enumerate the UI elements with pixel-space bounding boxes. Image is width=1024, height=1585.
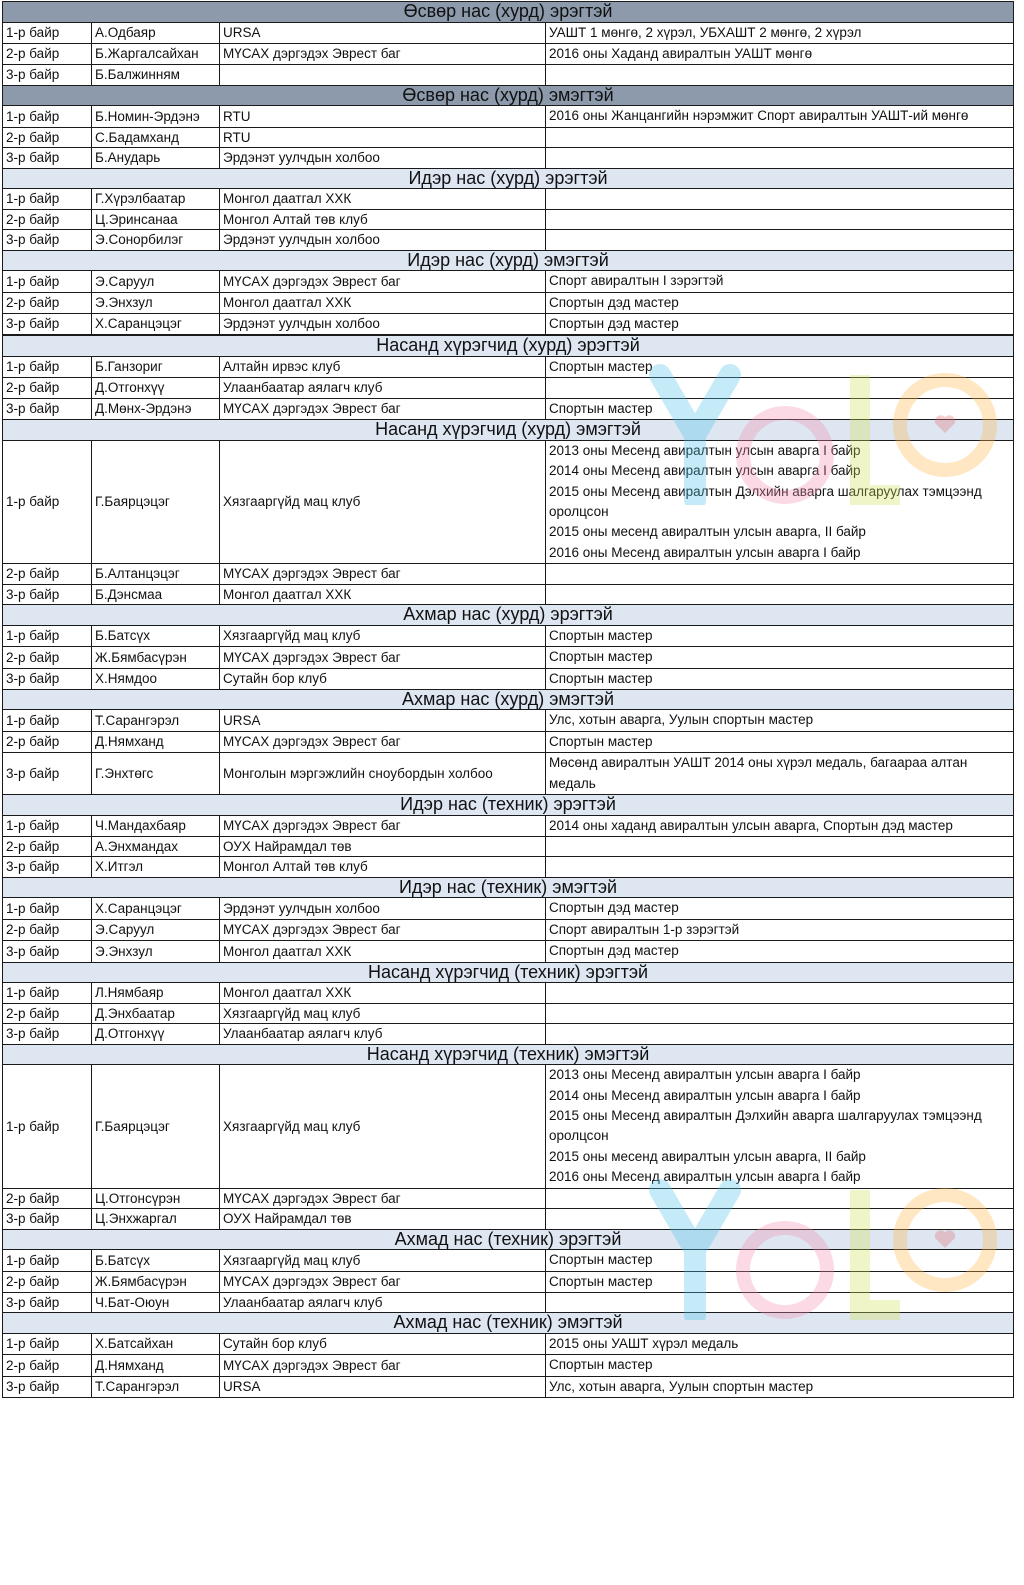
achievements-cell [546,836,1014,857]
achievement-line: 2015 оны УАШТ хүрэл медаль [549,1335,739,1351]
achievement-line: Спортын дэд мастер [549,900,679,916]
section-header [3,2,1014,23]
section-title: Идэр нас (хурд) эмэгтэй [3,250,1014,271]
name-cell: Э.Энхзул [92,941,220,962]
name-cell: Д.Нямханд [92,731,220,752]
club-cell: Алтайн ирвэс клуб [220,356,546,377]
club-cell: Монголын мэргэжлийн сноубордын холбоо [220,753,546,795]
section-header [3,689,1014,710]
section-header [3,605,1014,626]
achievements-cell [546,668,1014,689]
name-cell: С.Бадамханд [92,127,220,148]
club-cell: МҮСАХ дэргэдэх Эврест баг [220,815,546,836]
table-row [3,731,1014,752]
place-cell: 3-р байр [3,314,92,335]
club-cell: МҮСАХ дэргэдэх Эврест баг [220,1271,546,1292]
place-cell: 3-р байр [3,148,92,169]
name-cell: Э.Сонорбилэг [92,230,220,251]
club-cell: Хязгааргүйд мац клуб [220,440,546,563]
achievement-line: 2016 оны Месенд авиралтын улсын аварга I байр [549,544,861,560]
table-row [3,230,1014,251]
achievement-line: Спортын мастер [549,1273,653,1289]
table-row [3,710,1014,731]
achievements-cell [546,1250,1014,1271]
place-cell: 1-р байр [3,189,92,210]
name-cell: Б.Ганзориг [92,356,220,377]
achievement-line: Спортын мастер [549,649,653,665]
section-header [3,1313,1014,1334]
place-cell: 3-р байр [3,753,92,795]
table-row [3,378,1014,399]
achievements-cell [546,753,1014,795]
club-cell: Хязгааргүйд мац клуб [220,1250,546,1271]
name-cell: Ц.Энхжаргал [92,1209,220,1230]
name-cell: Х.Саранцэцэг [92,898,220,919]
section-header [3,1229,1014,1250]
place-cell: 3-р байр [3,398,92,419]
club-cell: МҮСАХ дэргэдэх Эврест баг [220,919,546,940]
name-cell: Б.Дэнсмаа [92,584,220,605]
club-cell: Монгол даатгал ХХК [220,941,546,962]
section-header [3,420,1014,441]
section-title: Идэр нас (хурд) эрэгтэй [3,168,1014,189]
name-cell: Г.Баярцэцэг [92,1065,220,1188]
club-cell: Улаанбаатар аялагч клуб [220,1292,546,1313]
name-cell: Б.Батсүх [92,1250,220,1271]
table-row [3,1024,1014,1045]
name-cell: Б.Батсүх [92,625,220,646]
name-cell: Д.Отгонхүү [92,378,220,399]
table-row [3,1292,1014,1313]
club-cell: МҮСАХ дэргэдэх Эврест баг [220,43,546,64]
club-cell: RTU [220,127,546,148]
table-row [3,148,1014,169]
section-header [3,168,1014,189]
club-cell: Улаанбаатар аялагч клуб [220,378,546,399]
achievement-line: 2015 оны месенд авиралтын улсын аварга, II байр [549,524,866,540]
place-cell: 3-р байр [3,1292,92,1313]
achievements-cell [546,1376,1014,1397]
achievement-line: Спортын мастер [549,733,653,749]
club-cell: Эрдэнэт уулчдын холбоо [220,148,546,169]
place-cell: 2-р байр [3,1355,92,1376]
achievement-line: Спортын мастер [549,627,653,643]
achievements-cell [546,731,1014,752]
name-cell: Ж.Бямбасүрэн [92,647,220,668]
section-header [3,795,1014,816]
name-cell: Ц.Эринсанаа [92,209,220,230]
place-cell: 2-р байр [3,731,92,752]
achievements-cell [546,314,1014,335]
achievements-cell [546,127,1014,148]
place-cell: 2-р байр [3,836,92,857]
name-cell: А.Энхмандах [92,836,220,857]
section-title: Насанд хүрэгчид (хурд) эрэгтэй [3,336,1014,357]
achievements-cell [546,983,1014,1004]
table-row [3,941,1014,962]
achievement-line: Спортын мастер [549,670,653,686]
place-cell: 3-р байр [3,941,92,962]
name-cell: Х.Саранцэцэг [92,314,220,335]
club-cell: МҮСАХ дэргэдэх Эврест баг [220,1188,546,1209]
achievement-line: Улс, хотын аварга, Уулын спортын мастер [549,1378,814,1394]
name-cell: Д.Энхбаатар [92,1003,220,1024]
table-row [3,106,1014,127]
table-row [3,356,1014,377]
achievement-line: Спортын дэд мастер [549,943,679,959]
club-cell: Хязгааргүйд мац клуб [220,625,546,646]
achievement-line: Спортын мастер [549,1357,653,1373]
achievement-line: 2013 оны Месенд авиралтын улсын аварга I байр [549,442,861,458]
section-header [3,336,1014,357]
table-row [3,271,1014,292]
achievements-cell [546,919,1014,940]
achievement-line: Спортын дэд мастер [549,294,679,310]
club-cell: МҮСАХ дэргэдэх Эврест баг [220,398,546,419]
achievements-cell [546,710,1014,731]
achievement-line: Спортын мастер [549,358,653,374]
achievements-cell [546,440,1014,563]
table-row [3,1271,1014,1292]
club-cell: Эрдэнэт уулчдын холбоо [220,230,546,251]
place-cell: 1-р байр [3,356,92,377]
table-row [3,815,1014,836]
name-cell: Б.Анударь [92,148,220,169]
place-cell: 2-р байр [3,209,92,230]
achievements-cell [546,189,1014,210]
club-cell: Монгол даатгал ХХК [220,983,546,1004]
club-cell: Сутайн бор клуб [220,668,546,689]
section-header [3,962,1014,983]
achievements-cell [546,1188,1014,1209]
name-cell: Д.Нямханд [92,1355,220,1376]
section-header [3,250,1014,271]
club-cell: Хязгааргүйд мац клуб [220,1065,546,1188]
club-cell: Сутайн бор клуб [220,1333,546,1354]
table-row [3,292,1014,313]
name-cell: Б.Номин-Эрдэнэ [92,106,220,127]
club-cell: МҮСАХ дэргэдэх Эврест баг [220,564,546,585]
achievements-cell [546,209,1014,230]
table-row [3,564,1014,585]
club-cell: МҮСАХ дэргэдэх Эврест баг [220,731,546,752]
section-title: Насанд хүрэгчид (техник) эрэгтэй [3,962,1014,983]
name-cell: А.Одбаяр [92,22,220,43]
achievements-cell [546,271,1014,292]
club-cell: Эрдэнэт уулчдын холбоо [220,314,546,335]
place-cell: 1-р байр [3,625,92,646]
table-row [3,1333,1014,1354]
place-cell: 2-р байр [3,127,92,148]
name-cell: Э.Энхзул [92,292,220,313]
achievement-line: Мөсөнд авиралтын УАШТ 2014 оны хүрэл медаль, багаараа алтан медаль [549,755,968,791]
place-cell: 3-р байр [3,1376,92,1397]
achievements-cell [546,941,1014,962]
place-cell: 3-р байр [3,1024,92,1045]
achievement-line: УАШТ 1 мөнгө, 2 хүрэл, УБХАШТ 2 мөнгө, 2 хүрэл [549,24,862,40]
name-cell: Х.Нямдоо [92,668,220,689]
club-cell: URSA [220,710,546,731]
achievements-cell [546,378,1014,399]
name-cell: Г.Хүрэлбаатар [92,189,220,210]
place-cell: 3-р байр [3,230,92,251]
place-cell: 1-р байр [3,1250,92,1271]
achievements-cell [546,584,1014,605]
achievements-cell [546,230,1014,251]
achievement-line: 2014 оны Месенд авиралтын улсын аварга I байр [549,463,861,479]
achievements-cell [546,22,1014,43]
section-title: Ахмад нас (техник) эрэгтэй [3,1229,1014,1250]
table-row [3,1065,1014,1188]
club-cell: Хязгааргүйд мац клуб [220,1003,546,1024]
achievements-cell [546,1209,1014,1230]
table-row [3,1376,1014,1397]
table-row [3,1209,1014,1230]
achievement-line: 2013 оны Месенд авиралтын улсын аварга I байр [549,1067,861,1083]
table-row [3,65,1014,86]
place-cell: 1-р байр [3,271,92,292]
achievements-cell [546,1003,1014,1024]
name-cell: Ж.Бямбасүрэн [92,1271,220,1292]
achievement-line: 2016 оны Хаданд авиралтын УАШТ мөнгө [549,45,813,61]
achievements-cell [546,1065,1014,1188]
results-table-body [3,2,1014,1398]
section-header [3,877,1014,898]
table-row [3,983,1014,1004]
achievement-line: 2015 оны Месенд авиралтын Дэлхийн аварга шалгаруулах тэмцээнд оролцсон [549,483,982,519]
name-cell: Б.Балжинням [92,65,220,86]
achievements-cell [546,1355,1014,1376]
club-cell: МҮСАХ дэргэдэх Эврест баг [220,271,546,292]
name-cell: Х.Итгэл [92,857,220,878]
place-cell: 1-р байр [3,898,92,919]
achievements-cell [546,148,1014,169]
achievement-line: Спортын мастер [549,1252,653,1268]
table-row [3,1250,1014,1271]
achievement-line: 2014 оны хаданд авиралтын улсын аварга, Спортын дэд мастер [549,817,953,833]
name-cell: Ч.Мандахбаяр [92,815,220,836]
achievement-line: 2015 оны Месенд авиралтын Дэлхийн аварга шалгаруулах тэмцээнд оролцсон [549,1107,982,1144]
club-cell: ОУХ Найрамдал төв [220,1209,546,1230]
place-cell: 1-р байр [3,106,92,127]
name-cell: Т.Сарангэрэл [92,1376,220,1397]
club-cell: Монгол даатгал ХХК [220,189,546,210]
achievement-line: Спорт авиралтын I зэрэгтэй [549,273,724,289]
section-title: Өсвөр нас (хурд) эрэгтэй [3,2,1014,23]
name-cell: Т.Сарангэрэл [92,710,220,731]
place-cell: 1-р байр [3,440,92,563]
place-cell: 1-р байр [3,1065,92,1188]
section-title: Насанд хүрэгчид (хурд) эмэгтэй [3,420,1014,441]
club-cell: Монгол Алтай төв клуб [220,857,546,878]
achievements-cell [546,625,1014,646]
name-cell: Г.Энхтөгс [92,753,220,795]
section-title: Ахмад нас (техник) эмэгтэй [3,1313,1014,1334]
section-title: Ахмар нас (хурд) эмэгтэй [3,689,1014,710]
club-cell: ОУХ Найрамдал төв [220,836,546,857]
achievements-cell [546,65,1014,86]
achievements-cell [546,398,1014,419]
place-cell: 1-р байр [3,710,92,731]
place-cell: 1-р байр [3,22,92,43]
achievement-line: 2016 оны Жанцангийн нэрэмжит Спорт авиралтын УАШТ-ий мөнгө [549,108,969,124]
achievements-cell [546,564,1014,585]
achievements-cell [546,106,1014,127]
place-cell: 1-р байр [3,815,92,836]
section-title: Идэр нас (техник) эрэгтэй [3,795,1014,816]
table-row [3,625,1014,646]
table-row [3,584,1014,605]
achievements-cell [546,356,1014,377]
place-cell: 3-р байр [3,857,92,878]
achievement-line: Спортын мастер [549,400,653,416]
achievements-cell [546,815,1014,836]
achievements-cell [546,1292,1014,1313]
name-cell: Ц.Отгонсүрэн [92,1188,220,1209]
name-cell: Э.Саруул [92,271,220,292]
place-cell: 1-р байр [3,1333,92,1354]
table-row [3,898,1014,919]
place-cell: 1-р байр [3,983,92,1004]
achievements-cell [546,1024,1014,1045]
results-sheet [2,1,1013,1398]
section-title: Ахмар нас (хурд) эрэгтэй [3,605,1014,626]
name-cell: Б.Жаргалсайхан [92,43,220,64]
place-cell: 3-р байр [3,584,92,605]
table-row [3,1355,1014,1376]
table-row [3,43,1014,64]
name-cell: Х.Батсайхан [92,1333,220,1354]
section-title: Өсвөр нас (хурд) эмэгтэй [3,85,1014,106]
table-row [3,1003,1014,1024]
table-row [3,919,1014,940]
club-cell: URSA [220,22,546,43]
club-cell: Эрдэнэт уулчдын холбоо [220,898,546,919]
place-cell: 2-р байр [3,43,92,64]
club-cell: МҮСАХ дэргэдэх Эврест баг [220,1355,546,1376]
table-row [3,398,1014,419]
achievements-cell [546,898,1014,919]
results-table [2,1,1014,1398]
achievement-line: 2014 оны Месенд авиралтын улсын аварга I байр [549,1087,861,1103]
table-row [3,209,1014,230]
table-row [3,22,1014,43]
name-cell: Г.Баярцэцэг [92,440,220,563]
table-row [3,189,1014,210]
place-cell: 2-р байр [3,292,92,313]
achievements-cell [546,292,1014,313]
section-header [3,85,1014,106]
name-cell: Ч.Бат-Оюун [92,1292,220,1313]
name-cell: Л.Нямбаяр [92,983,220,1004]
place-cell: 2-р байр [3,919,92,940]
club-cell: МҮСАХ дэргэдэх Эврест баг [220,647,546,668]
section-title: Идэр нас (техник) эмэгтэй [3,877,1014,898]
place-cell: 2-р байр [3,1003,92,1024]
place-cell: 2-р байр [3,564,92,585]
name-cell: Д.Отгонхүү [92,1024,220,1045]
achievements-cell [546,647,1014,668]
name-cell: Э.Саруул [92,919,220,940]
achievements-cell [546,1271,1014,1292]
achievement-line: 2015 оны месенд авиралтын улсын аварга, II байр [549,1148,866,1164]
table-row [3,647,1014,668]
club-cell: URSA [220,1376,546,1397]
club-cell: Улаанбаатар аялагч клуб [220,1024,546,1045]
table-row [3,857,1014,878]
achievement-line: Спорт авиралтын 1-р зэрэгтэй [549,921,740,937]
achievement-line: Спортын дэд мастер [549,316,679,332]
achievements-cell [546,1333,1014,1354]
table-row [3,440,1014,563]
achievements-cell [546,857,1014,878]
club-cell: RTU [220,106,546,127]
section-title: Насанд хүрэгчид (техник) эмэгтэй [3,1044,1014,1065]
achievements-cell [546,43,1014,64]
place-cell: 3-р байр [3,668,92,689]
name-cell: Б.Алтанцэцэг [92,564,220,585]
section-header [3,1044,1014,1065]
table-row [3,668,1014,689]
club-cell [220,65,546,86]
table-row [3,836,1014,857]
place-cell: 2-р байр [3,1271,92,1292]
table-row [3,1188,1014,1209]
achievement-line: Улс, хотын аварга, Уулын спортын мастер [549,712,814,728]
table-row [3,127,1014,148]
club-cell: Монгол даатгал ХХК [220,292,546,313]
club-cell: Монгол Алтай төв клуб [220,209,546,230]
achievement-line: 2016 оны Месенд авиралтын улсын аварга I байр [549,1169,861,1185]
place-cell: 2-р байр [3,378,92,399]
place-cell: 2-р байр [3,647,92,668]
table-row [3,753,1014,795]
name-cell: Д.Мөнх-Эрдэнэ [92,398,220,419]
place-cell: 3-р байр [3,1209,92,1230]
place-cell: 3-р байр [3,65,92,86]
table-row [3,314,1014,335]
place-cell: 2-р байр [3,1188,92,1209]
club-cell: Монгол даатгал ХХК [220,584,546,605]
